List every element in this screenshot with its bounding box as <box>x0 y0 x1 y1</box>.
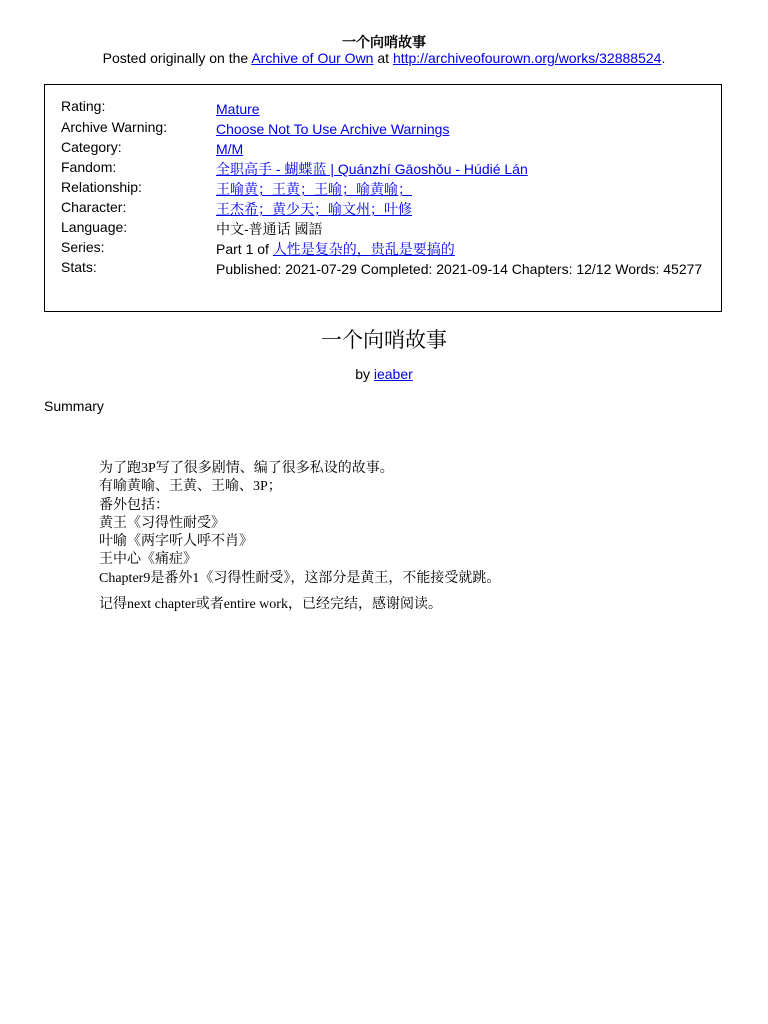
rating-label: Rating: <box>61 98 106 114</box>
stats-label: Stats: <box>61 259 97 275</box>
warning-label: Archive Warning: <box>61 119 168 135</box>
summary-line: 王中心《痛症》 <box>99 552 197 568</box>
archive-link[interactable]: Archive of Our Own <box>251 50 374 66</box>
stats-value: Published: 2021-07-29 Completed: 2021-09-14 Chapters: 12/12 Words: 45277 <box>216 261 703 277</box>
series-prefix: Part 1 of <box>216 241 273 257</box>
summary-block <box>99 460 719 614</box>
category-link[interactable]: M/M <box>216 141 244 157</box>
series-label: Series: <box>61 239 105 255</box>
byline <box>0 366 768 382</box>
summary-line: 黄王《习得性耐受》 <box>99 515 225 531</box>
summary-note: 记得next chapter或者entire work，已经完结，感谢阅读。 <box>99 597 442 613</box>
series-link[interactable]: 人性是复杂的，贵乱是要搞的 <box>272 241 455 257</box>
category-label: Category: <box>61 139 122 155</box>
posted-line <box>0 50 768 66</box>
by-prefix: by <box>355 366 374 382</box>
work-url-link[interactable]: http://archiveofourown.org/works/32888524 <box>392 50 662 66</box>
posted-mid: at <box>373 50 393 66</box>
header-title: 一个向哨故事 <box>342 34 426 50</box>
summary-line: 为了跑3P写了很多剧情、编了很多私设的故事。 <box>99 461 394 476</box>
work-title: 一个向哨故事 <box>321 329 447 352</box>
language-label: Language: <box>61 219 128 235</box>
fandom-label: Fandom: <box>61 159 117 175</box>
fandom-link[interactable]: 全职高手 - 蝴蝶蓝 | Quánzhí Gāoshǒu - Húdié Lán <box>216 161 528 177</box>
summary-line: 番外包括： <box>99 497 169 513</box>
author-link[interactable]: ieaber <box>373 366 413 382</box>
metadata-box <box>44 84 722 312</box>
summary-heading: Summary <box>44 398 104 414</box>
summary-line: Chapter9是番外1《习得性耐受》，这部分是黄王，不能接受就跳。 <box>99 570 501 586</box>
character-link[interactable]: 王杰希；黄少天；喻文州；叶修 <box>216 201 412 217</box>
relationship-link[interactable]: 王喻黄；王黄；王喻；喻黄喻； <box>216 181 412 197</box>
character-label: Character: <box>61 199 127 215</box>
language-value: 中文-普通话 國語 <box>216 221 323 237</box>
posted-prefix: Posted originally on the <box>102 50 252 66</box>
summary-line: 叶喻《两字听人呼不肖》 <box>99 534 253 550</box>
posted-suffix: . <box>661 50 666 66</box>
warning-link[interactable]: Choose Not To Use Archive Warnings <box>216 121 450 137</box>
summary-line: 有喻黄喻、王黄、王喻、3P； <box>99 479 282 495</box>
rating-link[interactable]: Mature <box>216 101 260 117</box>
relationship-label: Relationship: <box>61 179 142 195</box>
